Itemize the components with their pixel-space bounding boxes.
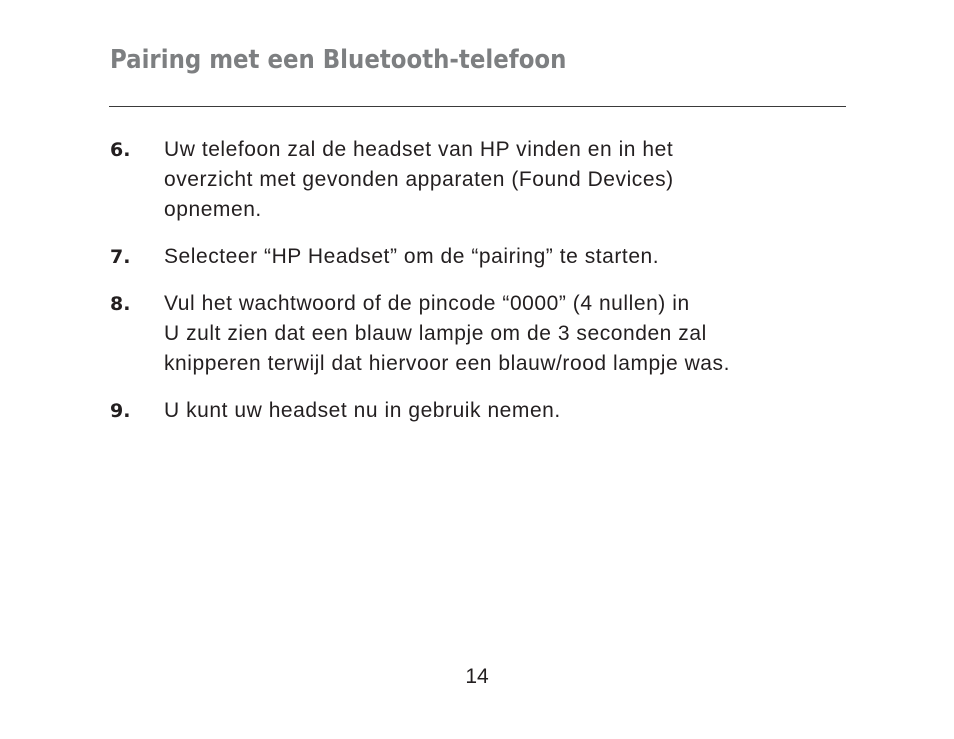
step-text: Uw telefoon zal de headset van HP vinden en in het overzicht met gevonden apparaten (Found Devices) opnemen. bbox=[164, 138, 674, 221]
step-item bbox=[110, 242, 850, 272]
step-number: 7. bbox=[110, 246, 131, 268]
step-number: 6. bbox=[110, 139, 131, 161]
step-item bbox=[110, 396, 850, 426]
step-text: Selecteer “HP Headset” om de “pairing” te starten. bbox=[164, 245, 660, 268]
page-title: Pairing met een Bluetooth-telefoon bbox=[110, 45, 567, 75]
step-number: 8. bbox=[110, 293, 131, 315]
step-list bbox=[110, 135, 850, 443]
title-divider bbox=[109, 106, 846, 107]
page-number: 14 bbox=[465, 665, 489, 688]
step-item bbox=[110, 289, 850, 379]
step-number: 9. bbox=[110, 400, 131, 422]
step-text: U kunt uw headset nu in gebruik nemen. bbox=[164, 399, 561, 422]
step-text: Vul het wachtwoord of de pincode “0000” (4 nullen) in U zult zien dat een blauw lampje om de 3 seconden zal knipperen terwijl dat hiervoor een blauw/rood lampje was. bbox=[164, 292, 730, 375]
step-item bbox=[110, 135, 850, 225]
